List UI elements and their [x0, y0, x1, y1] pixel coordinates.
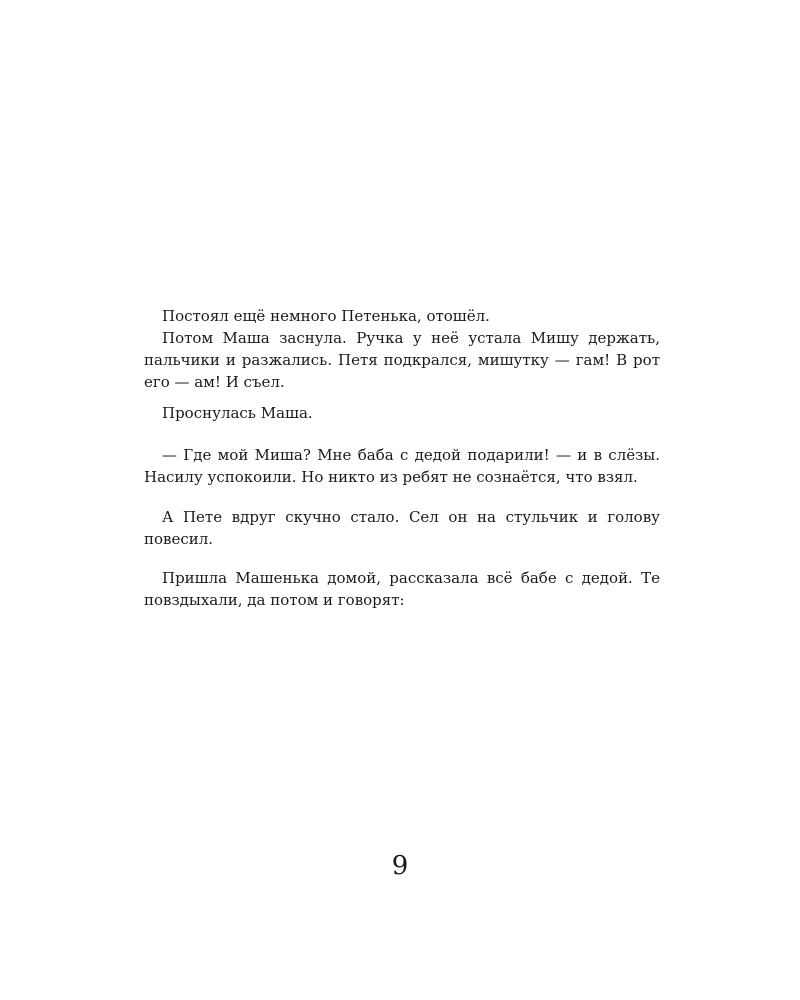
paragraph-3: Проснулась Маша.	[162, 404, 313, 422]
paragraph-5: А Пете вдруг скучно стало. Сел он на стульчик и голову повесил.	[144, 508, 660, 548]
text-block-3	[144, 444, 660, 488]
text-block-5	[144, 567, 660, 611]
text-block-2	[144, 402, 660, 424]
paragraph-6: Пришла Машенька домой, рассказала всё бабе с дедой. Те повздыхали, да потом и говорят:	[144, 569, 660, 609]
paragraph-1: Постоял ещё немного Петенька, отошёл.	[162, 307, 490, 325]
page-number: 9	[391, 851, 409, 881]
text-block-4	[144, 506, 660, 550]
paragraph-4: — Где мой Миша? Мне баба с дедой подарили! — и в слёзы. Насилу успокоили. Но никто из ребят не сознаётся, что взял.	[144, 446, 660, 486]
text-block-1	[144, 305, 660, 393]
paragraph-2: Потом Маша заснула. Ручка у неё устала Мишу держать, пальчики и разжались. Петя подкрался, мишутку — гам! В рот его — ам! И съел.	[144, 329, 660, 391]
